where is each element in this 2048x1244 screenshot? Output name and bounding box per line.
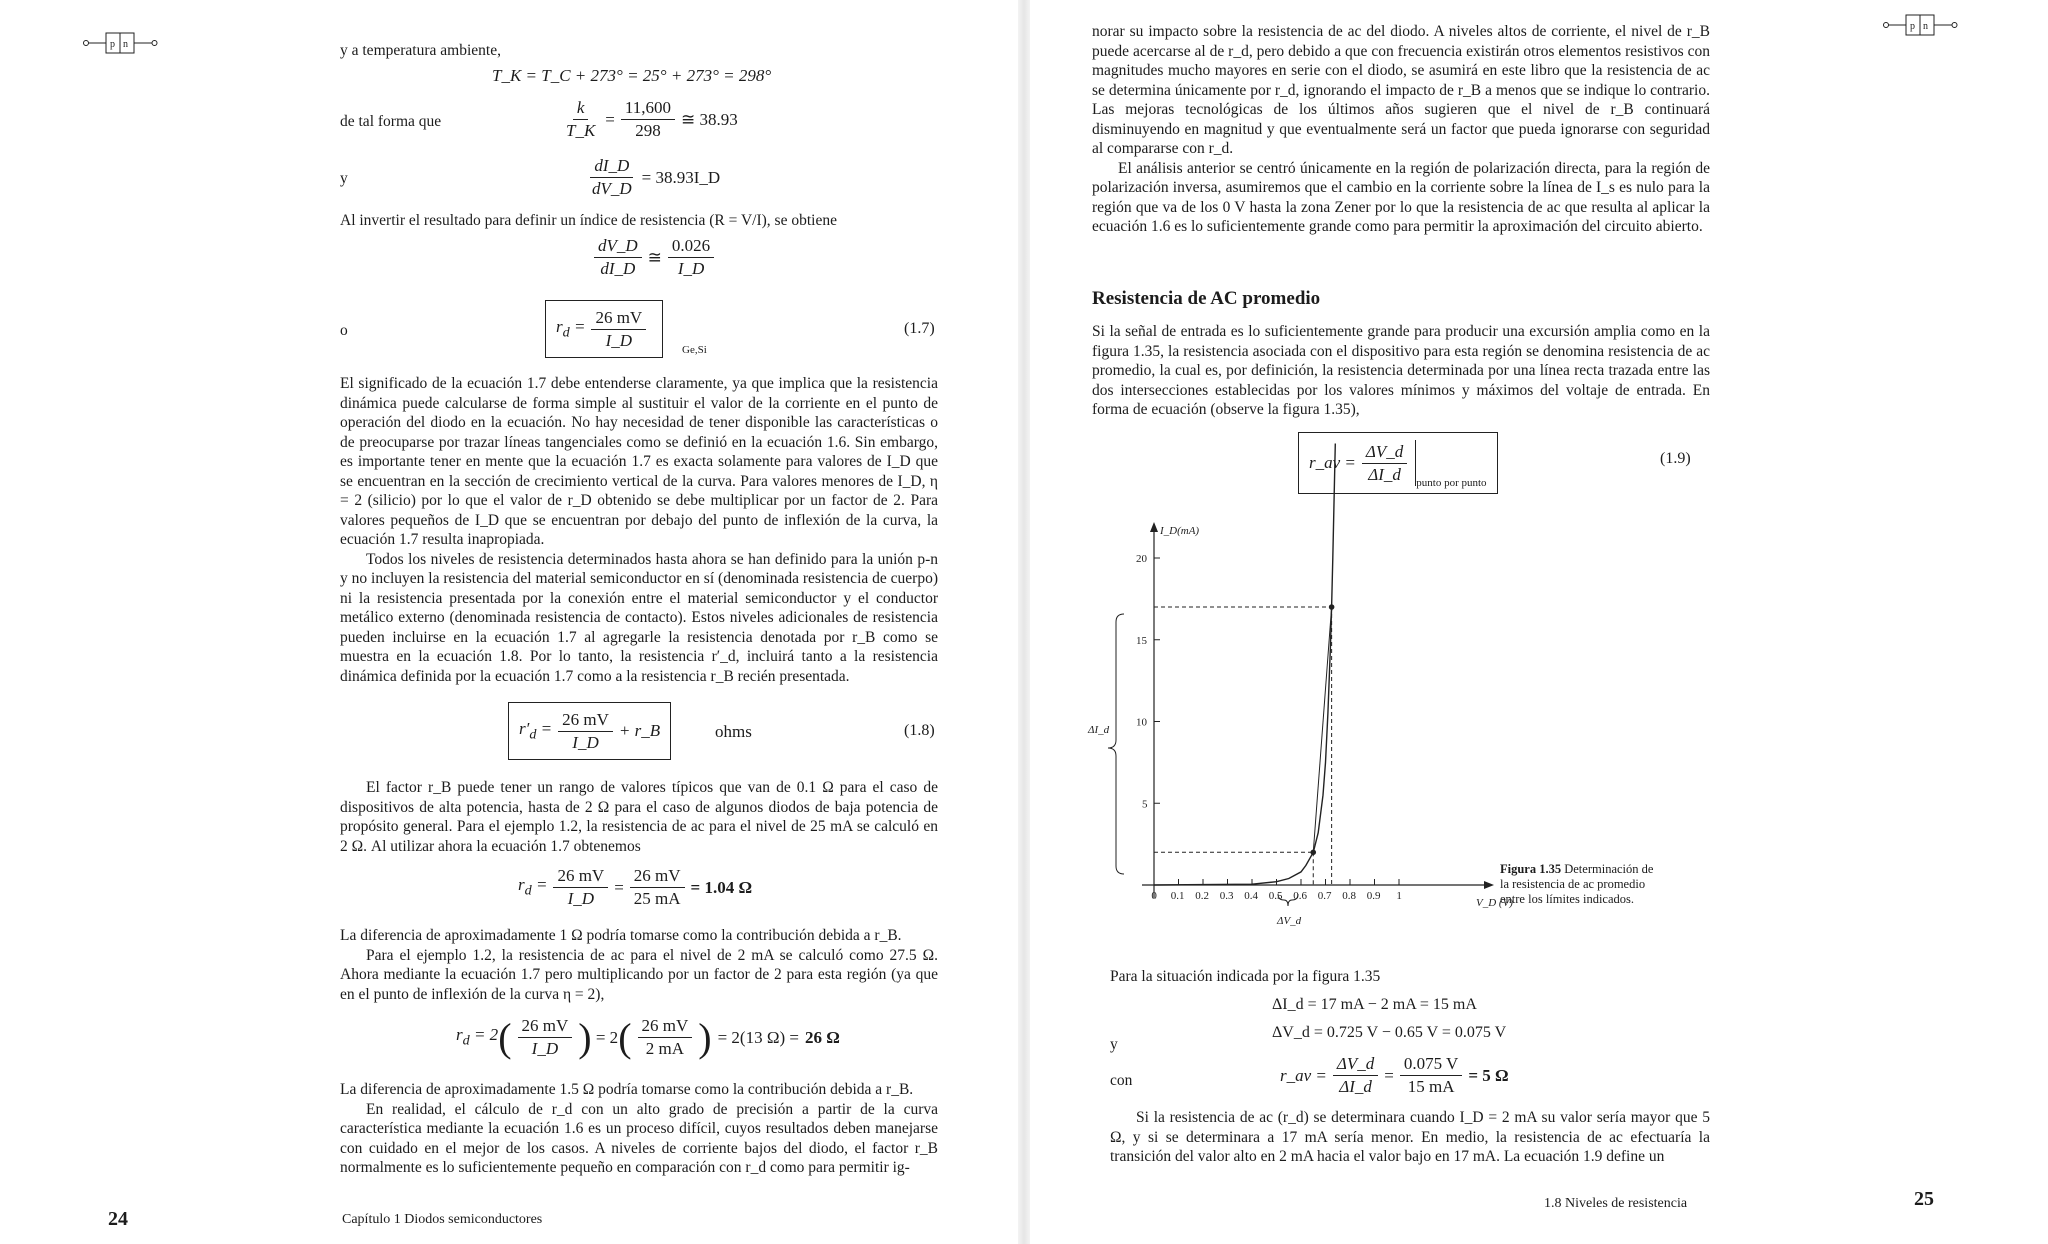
y-axis-arrow	[1150, 522, 1158, 532]
x-tick-label: 0.7	[1317, 890, 1332, 902]
x-tick-label: 0.1	[1170, 890, 1185, 902]
running-footer: 1.8 Niveles de resistencia	[1544, 1196, 1688, 1211]
x-axis-label: V_D (V)	[1476, 897, 1513, 909]
equation-rav: r_av = $\frac{\Delta V\_d}{\Delta I\_d}$ = $\frac{0.075 V}{15 mA}$ = 5 Ω	[1280, 1054, 1509, 1096]
equation-rd-1: $r_d$ = $\frac{26 mV}{I\_D}$ = $\frac{26 mV}{25 mA}$ = 1.04 Ω	[518, 866, 753, 908]
svg-text:p: p	[1910, 21, 1915, 32]
text-line: Al invertir el resultado para definir un índice de resistencia (R = V/I), se obtiene	[340, 212, 837, 229]
chord-line	[1313, 607, 1331, 852]
paragraph: El significado de la ecuación 1.7 debe entenderse claramente, ya que implica que la resistencia dinámica puede calcularse de forma simple al sustituir el valor de la corriente en el punto de operación del diodo en la ecuación. No hay necesidad de tener disponible las características o de preocuparse por trazar líneas tangenciales como se definió en la ecuación 1.6. Sin embargo, es importante tener en mente que la ecuación 1.7 es exacta solamente para valores de I_D que se encuentran en la sección de crecimiento vertical de la curva. Para valores menores de I_D, η = 2 (silicio) por lo que el valor de r_D obtenido se debe multiplicar por un factor de 2. Para valores pequeños de I_D que se encuentran por debajo del punto de inflexión de la curva, la ecuación 1.7 resulta inapropiada. Todos los niveles de resistencia determinados hasta ahora se han definido para la unión p-n y no incluyen la resistencia del material semiconductor en sí (denominada resistencia de cuerpo) ni la resistencia presentada por la conexión entre el material semiconductor y el conductor metálico externo (denominada resistencia de contacto). Estos niveles adicionales de resistencia pueden incluirse en la ecuación 1.7 al agregarle la resistencia denotada por r_B como se muestra en la ecuación 1.8. Por lo tanto, la resistencia r′_d, incluirá tanto a la resistencia dinámica definida por la ecuación 1.7 como a la resistencia r_B recién presentada.	[340, 375, 938, 685]
text-label: con	[1110, 1072, 1133, 1089]
equation-number: (1.8)	[904, 722, 935, 739]
equation-k: $\frac{k}{T\_K}$ = $\frac{11,600}{298}$ ≅ 38.93	[566, 98, 738, 140]
delta-id-brace	[1108, 614, 1124, 874]
x-axis-arrow	[1484, 881, 1494, 889]
x-tick-label: 0.4	[1244, 890, 1258, 902]
text-label: de tal forma que	[340, 113, 442, 130]
x-tick-label: 0.2	[1195, 890, 1209, 902]
equation-unit: ohms	[715, 722, 752, 741]
equation-1-7-box: $r_d$ = $\frac{26 mV}{I\_D}$	[545, 300, 663, 358]
diode-characteristic-chart	[1088, 520, 1514, 940]
paragraph: La diferencia de aproximadamente 1 Ω podría tomarse como la contribución debida a r_B. Para el ejemplo 1.2, la resistencia de ac para el nivel de 2 mA se calculó como 27.5 Ω. Ahora mediante la ecuación 1.7 pero multiplicando por un factor de 2 para esta región (ya que en el punto de inflexión de la curva η = 2),	[340, 927, 938, 1003]
text-label: y	[1110, 1036, 1118, 1053]
delta-vd-label: ΔV_d	[1277, 915, 1302, 927]
page-number: 25	[1914, 1188, 1934, 1210]
text-label: y	[340, 170, 348, 187]
equation-delta-v: ΔV_d = 0.725 V − 0.65 V = 0.075 V	[1272, 1024, 1507, 1041]
text-line: y a temperatura ambiente,	[340, 42, 501, 59]
y-axis-label: I_D(mA)	[1160, 525, 1200, 537]
diode-symbol-icon	[80, 28, 160, 58]
section-heading: Resistencia de AC promedio	[1092, 288, 1321, 309]
paragraph: norar su impacto sobre la resistencia de ac del diodo. A niveles altos de corriente, el nivel de r_B puede acercarse al de r_d, pero debido a que con frecuencia existirán otros elementos resistivos con magnitudes mucho mayores en serie con el diodo, se asumirá en este libro que la resistencia de ac se determina únicamente por r_d, ignorando el impacto de r_B a menos que se indique lo contrario. Las mejoras tecnológicas de los últimos años sugieren que el nivel de r_B continuará disminuyendo en magnitud y que eventualmente será un factor que pueda ignorarse con seguridad al compararse con r_d. El análisis anterior se centró únicamente en la región de polarización directa, para la región de polarización inversa, asumiremos que el cambio en la corriente sobre la línea de I_s es nulo para la región que va de los 0 V hasta la zona Zener por lo que la resistencia de ac que resulta al aplicar la ecuación 1.6 es lo suficientemente grande como para permitir la aproximación del circuito abierto.	[1092, 23, 1710, 235]
figure-caption: Figura 1.35 Determinación de la resistencia de ac promedio entre los límites indicados.	[1500, 862, 1654, 906]
x-tick-label: 1	[1396, 890, 1402, 902]
delta-id-label: ΔI_d	[1088, 724, 1110, 736]
equation-delta-i: ΔI_d = 17 mA − 2 mA = 15 mA	[1272, 996, 1477, 1013]
equation-did: $\frac{dI\_D}{dV\_D}$ = 38.93I_D	[592, 156, 721, 198]
equation-subscript: Ge,Si	[682, 344, 707, 356]
y-tick-label: 5	[1142, 798, 1148, 811]
x-tick-label: 0	[1151, 890, 1157, 902]
running-footer: Capítulo 1 Diodos semiconductores	[342, 1212, 543, 1227]
equation-1-8-box: $r'_d$ = $\frac{26 mV}{I\_D}$ + r_B	[508, 702, 671, 760]
paragraph: La diferencia de aproximadamente 1.5 Ω podría tomarse como la contribución debida a r_B. En realidad, el cálculo de r_d con un alto grado de precisión a partir de la curva característica mediante la ecuación 1.6 es un proceso difícil, cuyos resultados deben manejarse con cuidado en el mejor de los casos. A niveles de corriente bajos del diodo, el factor r_B normalmente es lo suficientemente pequeño en comparación con r_d como para permitir ig-	[340, 1081, 938, 1176]
y-tick-label: 15	[1136, 634, 1147, 647]
x-tick-label: 0.6	[1293, 890, 1307, 902]
text-label: o	[340, 322, 348, 339]
equation-number: (1.7)	[904, 320, 935, 337]
characteristic-curve	[1154, 444, 1335, 886]
equation-tk: T_K = T_C + 273° = 25° + 273° = 298°	[492, 66, 772, 85]
svg-text:n: n	[123, 39, 128, 50]
y-tick-label: 20	[1136, 553, 1147, 565]
x-tick-label: 0.5	[1268, 890, 1283, 902]
x-tick-label: 0.3	[1219, 890, 1234, 902]
equation-number: (1.9)	[1660, 450, 1691, 467]
text-line: Para la situación indicada por la figura 1.35	[1110, 968, 1381, 985]
paragraph: Si la señal de entrada es lo suficientemente grande para producir una excursión amplia como en la figura 1.35, la resistencia asociada con el dispositivo para esta región se denomina resistencia de ac promedio, la cual es, por definición, la resistencia determinada por una línea recta trazada entre las dos intersecciones establecidas por los valores mínimos y máximos del voltaje de entrada. En forma de ecuación (observe la figura 1.35),	[1092, 323, 1710, 418]
diode-symbol-icon	[1880, 10, 1960, 40]
right-page	[1024, 0, 2048, 1244]
x-tick-label: 0.8	[1342, 890, 1356, 902]
equation-rd-2: $r_d = 2$ ( $\frac{26 mV}{I\_D}$ ) = 2 ( $\frac{26 mV}{2 mA}$ ) = 2(13 Ω) = 26 Ω	[456, 1014, 840, 1060]
equation-1-9-box: r_av = $\frac{\Delta V\_d}{\Delta I\_d}$ punto por punto	[1298, 432, 1498, 494]
x-tick-label: 0.9	[1366, 890, 1381, 902]
svg-text:p: p	[110, 39, 115, 50]
equation-dvd: $\frac{dV\_D}{dI\_D}$ ≅ $\frac{0.026}{I\_D}$	[588, 236, 720, 279]
page-number: 24	[108, 1208, 128, 1230]
y-tick-label: 10	[1136, 716, 1147, 729]
paragraph: El factor r_B puede tener un rango de valores típicos que van de 0.1 Ω para el caso de dispositivos de alta potencia, hasta de 2 Ω para el caso de algunos diodos de baja potencia de propósito general. Para el ejemplo 1.2, la resistencia de ac para el nivel de 25 mA se calculó en 2 Ω. Al utilizar ahora la ecuación 1.7 obtenemos	[340, 779, 938, 855]
svg-text:n: n	[1923, 21, 1928, 32]
paragraph: Si la resistencia de ac (r_d) se determinara cuando I_D = 2 mA su valor sería mayor que 5 Ω, y si se determinara a 17 mA sería menor. En medio, la resistencia de ac efectuaría la transición del valor alto en 2 mA hacia el valor bajo en 17 mA. La ecuación 1.9 define un	[1110, 1109, 1710, 1165]
